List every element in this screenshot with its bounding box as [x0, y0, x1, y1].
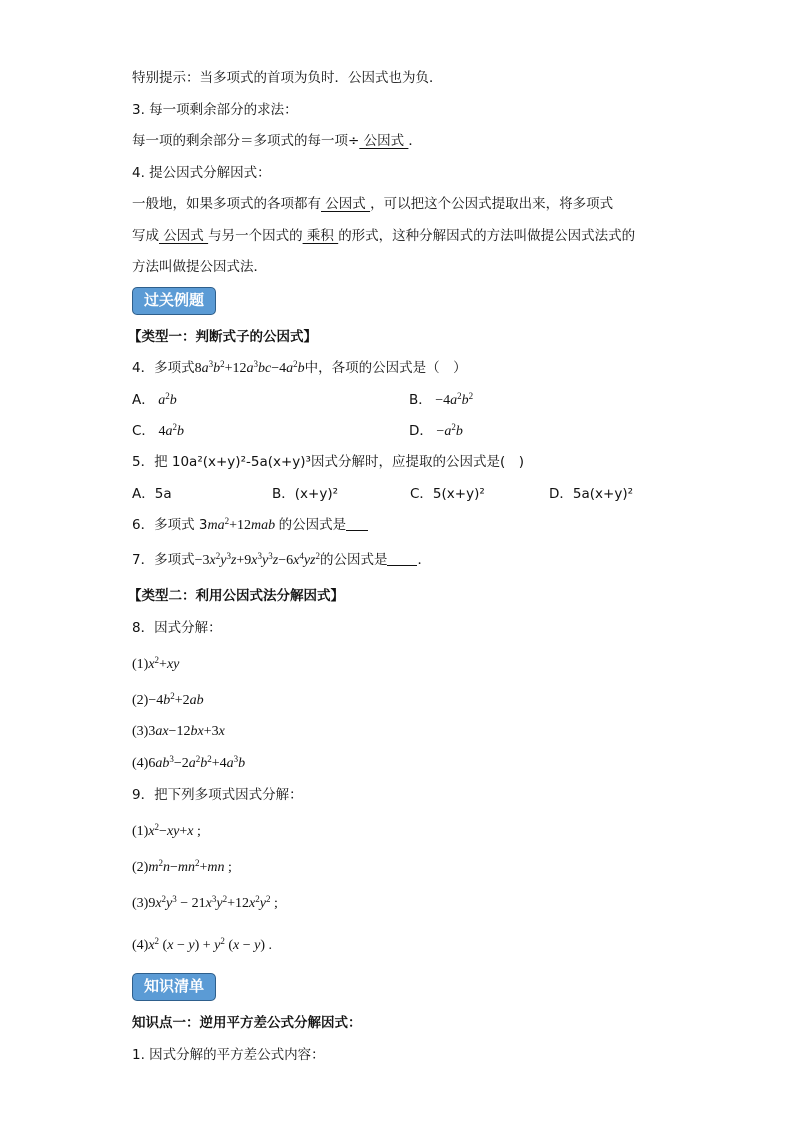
p1-b: ，可以把这个公因式提取出来，将多项式: [370, 196, 614, 212]
knowledge-point-1-item-1: 1. 因式分解的平方差公式内容：: [132, 1047, 325, 1063]
q4-option-d: D． $-a^2b$: [409, 422, 463, 439]
q7-answer-blank: [387, 552, 417, 566]
p1-blank: 公因式: [321, 196, 371, 212]
p2-a: 写成: [132, 228, 159, 244]
q9-item-3: $(3)9x^2y^3 - 21x^3y^2+12x^2y^2$ ;: [132, 894, 278, 911]
q4-option-b: B． $-4a^2b^2$: [409, 391, 474, 408]
step3-text-a: 每一项的剩余部分＝多项式的每一项÷: [132, 133, 360, 149]
q7-end: ．: [417, 552, 431, 568]
question-6: [132, 516, 368, 535]
q5-option-a: A．5a: [132, 486, 172, 502]
q6-expr: $ma^2+12mab$: [207, 516, 276, 533]
q4-expr: $8a^3b^2+12a^3bc-4a^2b$: [194, 359, 305, 376]
step3-title: 3. 每一项剩余部分的求法：: [132, 102, 298, 118]
p2-blank-1: 公因式: [159, 228, 209, 244]
question-4: [132, 359, 467, 378]
p1-a: 一般地，如果多项式的各项都有: [132, 196, 321, 212]
type1-title: 【类型一：判断式子的公因式】: [128, 329, 317, 345]
q9-item-4: $(4)x^2$ $(x - y) + y^2$ (x − y) .: [132, 936, 273, 953]
q4-suffix: 中，各项的公因式是（ ）: [304, 360, 467, 376]
q5-option-b: B．(x+y)²: [272, 486, 338, 502]
p2-blank-2: 乘积: [302, 228, 339, 244]
q8-item-2: $(2)-4b^2+2ab$: [132, 691, 204, 708]
q9-item-1: $(1)x^2-xy+x$ ;: [132, 822, 201, 839]
q6-answer-blank: [346, 517, 368, 531]
section-badge-knowledge: 知识清单: [132, 973, 216, 1001]
step4-title: 4. 提公因式分解因式：: [132, 165, 271, 181]
step3-text-b: ．: [408, 133, 422, 149]
question-8-title: 8．因式分解：: [132, 620, 222, 636]
hint-text: 特别提示：当多项式的首项为负时．公因式也为负．: [132, 70, 443, 86]
question-5: 5．把 10a²(x+y)²-5a(x+y)³因式分解时，应提取的公因式是( ): [132, 454, 524, 470]
section-badge-examples: 过关例题: [132, 287, 216, 315]
q5-option-c: C．5(x+y)²: [410, 486, 485, 502]
type2-title: 【类型二：利用公因式法分解因式】: [128, 588, 344, 604]
step3-text: [132, 132, 422, 150]
q8-item-3: (3)3ax−12bx+3x: [132, 724, 225, 739]
q8-item-1: $(1)x^2+xy$: [132, 655, 180, 672]
q7-prefix: 7．多项式: [132, 552, 195, 568]
q7-suffix: 的公因式是: [319, 552, 388, 568]
q7-expr: $-3x^2y^3z+9x^3y^3z-6x^4yz^2$: [194, 551, 320, 568]
question-9-title: 9．把下列多项式因式分解：: [132, 787, 303, 803]
step3-blank: 公因式: [359, 133, 409, 149]
q5-option-d: D．5a(x+y)²: [549, 486, 633, 502]
q9-item-2: $(2)m^2n-mn^2+mn$ ;: [132, 858, 232, 875]
q4-option-a: A． $a^2b$: [132, 391, 177, 408]
paragraph-line-1: [132, 195, 613, 213]
paragraph-line-2: [132, 227, 635, 245]
q8-item-4: $(4)6ab^3-2a^2b^2+4a^3b$: [132, 754, 246, 771]
q4-option-c: C． $4a^2b$: [132, 422, 184, 439]
q6-prefix: 6．多项式 3: [132, 517, 208, 533]
question-7: [132, 551, 431, 570]
p2-c: 的形式，这种分解因式的方法叫做提公因式法式的: [338, 228, 636, 244]
p2-b: 与另一个因式的: [208, 228, 303, 244]
knowledge-point-1-title: 知识点一：逆用平方差公式分解因式：: [132, 1015, 362, 1031]
q6-suffix: 的公因式是: [278, 517, 347, 533]
paragraph-line-3: 方法叫做提公因式法．: [132, 259, 267, 275]
q4-prefix: 4．多项式: [132, 360, 195, 376]
